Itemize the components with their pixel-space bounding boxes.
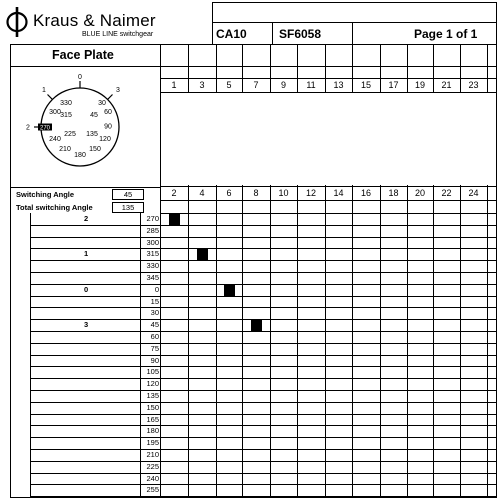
table-row-line <box>30 425 496 426</box>
table-angle-value: 165 <box>146 414 159 424</box>
dial-inner-225: 225 <box>64 131 76 138</box>
terminal-number-bottom: 14 <box>333 188 344 198</box>
table-angle-value: 315 <box>146 249 159 259</box>
terminal-number-bottom: 18 <box>388 188 399 198</box>
table-row-line <box>30 414 496 415</box>
table-angle-value: 225 <box>146 461 159 471</box>
table-angle-value: 330 <box>146 261 159 271</box>
header-left-border <box>212 2 213 44</box>
table-row-line <box>30 449 496 450</box>
terminal-number-bottom: 16 <box>360 188 371 198</box>
face-plate-title: Face Plate <box>52 48 114 62</box>
terminal-number-bottom: 8 <box>253 188 259 198</box>
total-switching-angle-value: 135 <box>112 202 144 213</box>
table-angle-value: 60 <box>150 332 159 341</box>
table-angle-value: 240 <box>146 473 159 483</box>
dial-inner-240: 240 <box>49 136 61 143</box>
dial-selected-angle: 270 <box>39 125 51 132</box>
terminal-number-bottom: 2 <box>171 188 177 198</box>
terminal-number-top: 7 <box>253 80 259 90</box>
switching-top-border <box>10 187 160 188</box>
table-angle-value: 90 <box>150 355 159 365</box>
type-code: CA10 <box>216 27 247 41</box>
dial-outer-label-1: 1 <box>42 87 46 94</box>
grid-right-border <box>496 44 497 497</box>
table-row-line <box>30 260 496 261</box>
table-row-line <box>30 366 496 367</box>
terminal-number-top: 1 <box>171 80 177 90</box>
dial-inner-60: 60 <box>104 109 112 116</box>
table-angle-value: 210 <box>146 450 159 459</box>
terminal-number-top: 3 <box>199 80 205 90</box>
table-row-line <box>30 473 496 474</box>
terminal-number-top: 11 <box>306 80 316 90</box>
diagram-background <box>161 93 496 185</box>
dial-inner-30: 30 <box>98 100 106 107</box>
table-angle-value: 135 <box>146 391 159 400</box>
table-angle-value: 105 <box>146 367 159 377</box>
terminal-number-top: 23 <box>468 80 479 90</box>
dial-inner-210: 210 <box>59 146 71 153</box>
dial-outer-label-3: 3 <box>116 87 120 94</box>
terminal-row-line-1 <box>160 78 496 79</box>
table-angle-value: 195 <box>146 438 159 448</box>
table-row-line <box>30 237 496 238</box>
table-row-line <box>30 355 496 356</box>
page-indicator: Page 1 of 1 <box>414 27 478 41</box>
kn-phi-logo-icon <box>5 5 29 39</box>
terminal-number-bottom: 4 <box>199 188 205 198</box>
dial-outer-label-0: 0 <box>78 74 82 81</box>
contact-closed-marker <box>169 214 180 225</box>
header-right-border <box>496 2 497 44</box>
total-switching-angle-label: Total switching Angle <box>16 203 93 212</box>
dial-inner-330: 330 <box>60 100 72 107</box>
table-angle-value: 180 <box>146 426 159 436</box>
dial-inner-120: 120 <box>99 136 111 143</box>
table-row-line <box>30 343 496 344</box>
table-angle-value: 300 <box>146 237 159 247</box>
table-row-line <box>30 331 496 332</box>
table-row-line <box>30 461 496 462</box>
table-angle-value: 120 <box>146 379 159 389</box>
header-divider-2 <box>352 22 353 44</box>
contact-closed-marker <box>224 285 235 296</box>
table-row-line <box>30 272 496 273</box>
contact-closed-marker <box>197 249 208 260</box>
terminal-row-line-0 <box>160 66 496 67</box>
terminal-number-top: 17 <box>388 80 399 90</box>
table-angle-value: 345 <box>146 273 159 282</box>
terminal-row-line-3 <box>160 186 496 187</box>
switch-position-label: 3 <box>84 320 89 330</box>
contact-closed-marker <box>251 320 262 331</box>
table-angle-value: 270 <box>146 214 159 223</box>
terminal-number-top: 21 <box>441 80 452 90</box>
switch-position-label: 1 <box>84 249 89 259</box>
table-row-line <box>30 225 496 226</box>
table-angle-value: 45 <box>150 320 159 330</box>
terminal-number-top: 9 <box>280 80 286 90</box>
terminal-number-bottom: 22 <box>441 188 452 198</box>
brand-tagline: BLUE LINE switchgear <box>82 31 154 38</box>
table-row-line <box>30 390 496 391</box>
table-angle-value: 0 <box>154 284 159 294</box>
terminal-number-top: 19 <box>414 80 425 90</box>
table-row-line <box>30 248 496 249</box>
article-code: SF6058 <box>279 27 322 41</box>
terminal-number-top: 13 <box>333 80 344 90</box>
dial-inner-315: 315 <box>60 112 72 119</box>
table-row-line <box>30 378 496 379</box>
terminal-number-top: 15 <box>360 80 371 90</box>
table-angle-value: 30 <box>150 308 159 318</box>
table-angle-value: 15 <box>150 296 159 306</box>
dial-outer-label-2: 2 <box>26 124 30 132</box>
terminal-number-bottom: 24 <box>468 188 479 198</box>
switch-position-label: 2 <box>84 214 89 223</box>
table-angle-value: 150 <box>146 402 159 412</box>
table-angle-value: 75 <box>150 343 159 353</box>
dial-inner-180: 180 <box>74 152 86 159</box>
table-row-line <box>30 319 496 320</box>
table-row-line <box>30 307 496 308</box>
frame-left <box>10 44 11 497</box>
table-row-line <box>30 402 496 403</box>
dial-inner-300: 300 <box>49 109 61 116</box>
table-row-line <box>30 284 496 285</box>
header-divider-1 <box>272 22 273 44</box>
terminal-number-top: 5 <box>226 80 232 90</box>
terminal-row-line-5 <box>160 213 496 214</box>
switching-angle-value: 45 <box>112 189 144 200</box>
dial-inner-135: 135 <box>86 131 98 138</box>
face-plate-dial <box>20 72 145 182</box>
brand-name: Kraus & Naimer <box>33 11 156 30</box>
table-bottom-border <box>10 497 497 498</box>
header-mid-border <box>212 22 497 23</box>
table-angle-value: 285 <box>146 225 159 235</box>
terminal-number-bottom: 10 <box>278 188 289 198</box>
dial-inner-90: 90 <box>104 123 112 131</box>
switching-angle-label: Switching Angle <box>16 190 75 199</box>
faceplate-title-border <box>10 66 160 67</box>
switch-position-label: 0 <box>84 284 89 294</box>
terminal-row-line-4 <box>160 200 496 201</box>
terminal-number-bottom: 20 <box>414 188 425 198</box>
terminal-number-bottom: 6 <box>226 188 232 198</box>
table-row-line <box>30 484 496 485</box>
table-row-line <box>30 437 496 438</box>
header-top-border <box>212 2 497 3</box>
header-bottom-border <box>10 44 497 45</box>
table-angle-value: 255 <box>146 485 159 495</box>
table-row-line <box>30 296 496 297</box>
dial-inner-45: 45 <box>90 112 98 119</box>
terminal-number-bottom: 12 <box>305 188 316 198</box>
dial-inner-150: 150 <box>89 146 101 153</box>
